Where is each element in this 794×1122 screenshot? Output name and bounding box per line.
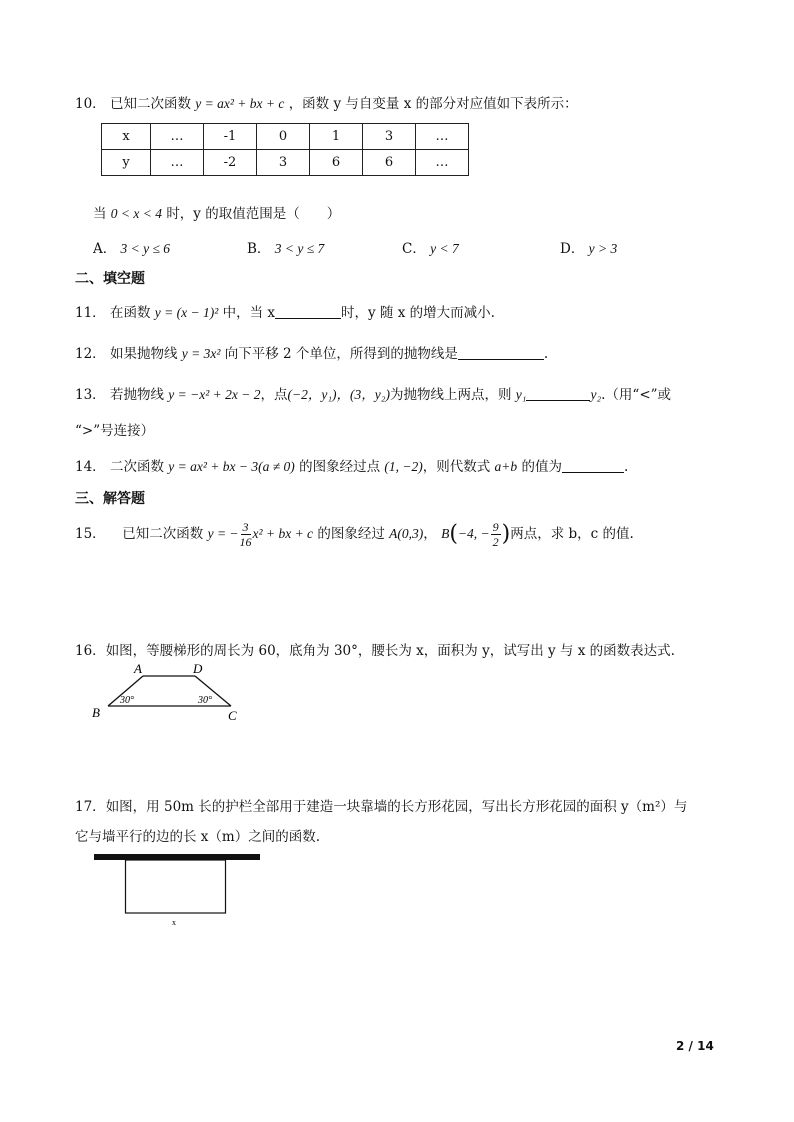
option-text: 3 < y ≤ 6: [120, 241, 171, 256]
option-text: y < 7: [430, 241, 459, 256]
table-cell: -2: [204, 150, 257, 176]
question-text: 的图象经过: [317, 526, 385, 542]
question-text: .（用“<”或: [601, 387, 672, 403]
table-cell: …: [151, 150, 204, 176]
table-cell: y: [102, 150, 151, 176]
table-cell: 6: [363, 150, 416, 176]
answer-blank[interactable]: [275, 318, 341, 319]
question-text: 时，y 随 x 的增大而减小.: [340, 305, 495, 321]
point-b-coords: −4, −: [457, 526, 490, 541]
question-11: [75, 301, 495, 321]
table-cell: 3: [257, 150, 310, 176]
question-14: [75, 455, 628, 475]
trapezoid-figure: [88, 660, 258, 728]
question-number: 14．: [75, 459, 106, 475]
points: (−2，y₁)，(3，y₂): [287, 387, 390, 402]
formula: y = 3x²: [181, 346, 221, 361]
expression: a+b: [494, 459, 518, 474]
option-b[interactable]: [247, 237, 324, 257]
question-text: 两点，求 b，c 的值.: [510, 526, 634, 542]
question-number: 13．: [75, 387, 106, 403]
table-cell: …: [151, 124, 204, 150]
question-text: 的值为: [521, 459, 562, 475]
question-number: 15．: [75, 526, 106, 542]
question-text: .: [543, 346, 549, 362]
option-label: B．: [247, 241, 271, 257]
formula: y = −x² + 2x − 2: [168, 387, 261, 402]
formula: y = (x − 1)²: [154, 305, 219, 320]
paren-right: ): [501, 521, 511, 547]
paren-left: (: [449, 521, 458, 547]
formula: 0 < x < 4: [110, 206, 163, 221]
option-label: D．: [560, 241, 585, 257]
table-row-x: [102, 124, 469, 150]
answer-blank[interactable]: [458, 359, 544, 360]
question-text: 向下平移 2 个单位，所得到的抛物线是: [224, 346, 458, 362]
question-text: 已知二次函数: [109, 96, 191, 112]
question-text: 如图，等腰梯形的周长为 60，底角为 30°，腰长为 x，面积为 y，试写出 y 与 x 的函数表达式.: [105, 643, 675, 659]
question-text: ，函数 y 与自变量 x 的部分对应值如下表所示：: [288, 96, 578, 112]
symbol-y2: y₂: [590, 387, 602, 402]
vertex-label-c: C: [228, 708, 237, 723]
side-label-x: x: [172, 918, 176, 927]
table-cell: 1: [310, 124, 363, 150]
question-text: 时，y 的取值范围是（ ）: [166, 206, 341, 222]
table-cell: -1: [204, 124, 257, 150]
question-number: 10．: [75, 96, 106, 112]
question-text: 为抛物线上两点，则: [389, 387, 512, 403]
formula: y = ax² + bx − 3(a ≠ 0): [168, 459, 295, 474]
point: (1, −2): [384, 459, 423, 474]
question-text: 中，当 x: [222, 305, 275, 321]
question-10-condition: [93, 202, 340, 222]
question-number: 11．: [75, 305, 106, 321]
option-label: C．: [402, 241, 426, 257]
value-table: [101, 123, 469, 176]
option-a[interactable]: [93, 237, 170, 257]
question-number: 17．: [75, 799, 106, 815]
vertex-label-a: A: [134, 661, 142, 676]
point-a: A(0,3): [389, 526, 424, 541]
vertex-label-b: B: [92, 705, 100, 720]
question-17-line2: 它与墙平行的边的长 x（m）之间的函数.: [75, 829, 320, 845]
question-text: 如果抛物线: [109, 346, 178, 362]
question-text: 当: [93, 206, 107, 222]
table-row-y: [102, 150, 469, 176]
garden-figure: [92, 852, 264, 932]
angle-label-left: 30°: [120, 695, 134, 706]
fraction: $\frac{9}{2}$: [492, 520, 499, 549]
table-cell: 6: [310, 150, 363, 176]
garden-rectangle: [126, 860, 226, 913]
formula-rhs: x² + bx + c: [252, 526, 314, 541]
symbol-y1: y₁: [515, 387, 527, 402]
section-heading-answer: 三、解答题: [75, 491, 145, 507]
fraction: $\frac{3}{16}$: [239, 520, 252, 549]
option-text: y > 3: [588, 241, 618, 256]
question-text: 的图象经过点: [299, 459, 381, 475]
angle-label-right: 30°: [198, 695, 212, 706]
question-17-line1: [75, 795, 687, 815]
formula: y = ax² + bx + c: [195, 96, 285, 111]
answer-blank[interactable]: [526, 400, 590, 401]
page-number: 2 / 14: [676, 1039, 714, 1053]
question-text: ，点: [260, 387, 288, 403]
question-text: 若抛物线: [109, 387, 164, 403]
table-cell: …: [416, 124, 469, 150]
table-cell: 0: [257, 124, 310, 150]
table-cell: 3: [363, 124, 416, 150]
question-number: 16．: [75, 643, 106, 659]
question-text: 在函数: [109, 305, 151, 321]
question-text: 二次函数: [109, 459, 164, 475]
table-cell: x: [102, 124, 151, 150]
question-13: [75, 383, 671, 403]
formula-lhs: y = −: [207, 526, 239, 541]
option-text: 3 < y ≤ 7: [274, 241, 325, 256]
option-c[interactable]: [402, 237, 459, 257]
question-13-line2: “>”号连接）: [75, 423, 155, 439]
separator: ，: [423, 526, 437, 542]
question-15: [75, 516, 634, 553]
section-heading-fill-in: 二、填空题: [75, 271, 145, 287]
question-text: 如图，用 50m 长的护栏全部用于建造一块靠墙的长方形花园，写出长方形花园的面积 y（m²）与: [105, 799, 688, 815]
table-cell: …: [416, 150, 469, 176]
question-12: [75, 342, 548, 362]
wall: [94, 854, 260, 860]
option-d[interactable]: [560, 237, 617, 257]
question-text: ，则代数式: [422, 459, 491, 475]
question-text: .: [623, 459, 629, 475]
answer-blank[interactable]: [562, 472, 624, 473]
option-label: A．: [93, 241, 117, 257]
question-10-stem: [75, 92, 578, 112]
question-number: 12．: [75, 346, 106, 362]
question-16: [75, 639, 675, 659]
vertex-label-d: D: [193, 661, 203, 676]
point-b-label: B: [441, 526, 450, 541]
question-text: 已知二次函数: [122, 526, 204, 542]
